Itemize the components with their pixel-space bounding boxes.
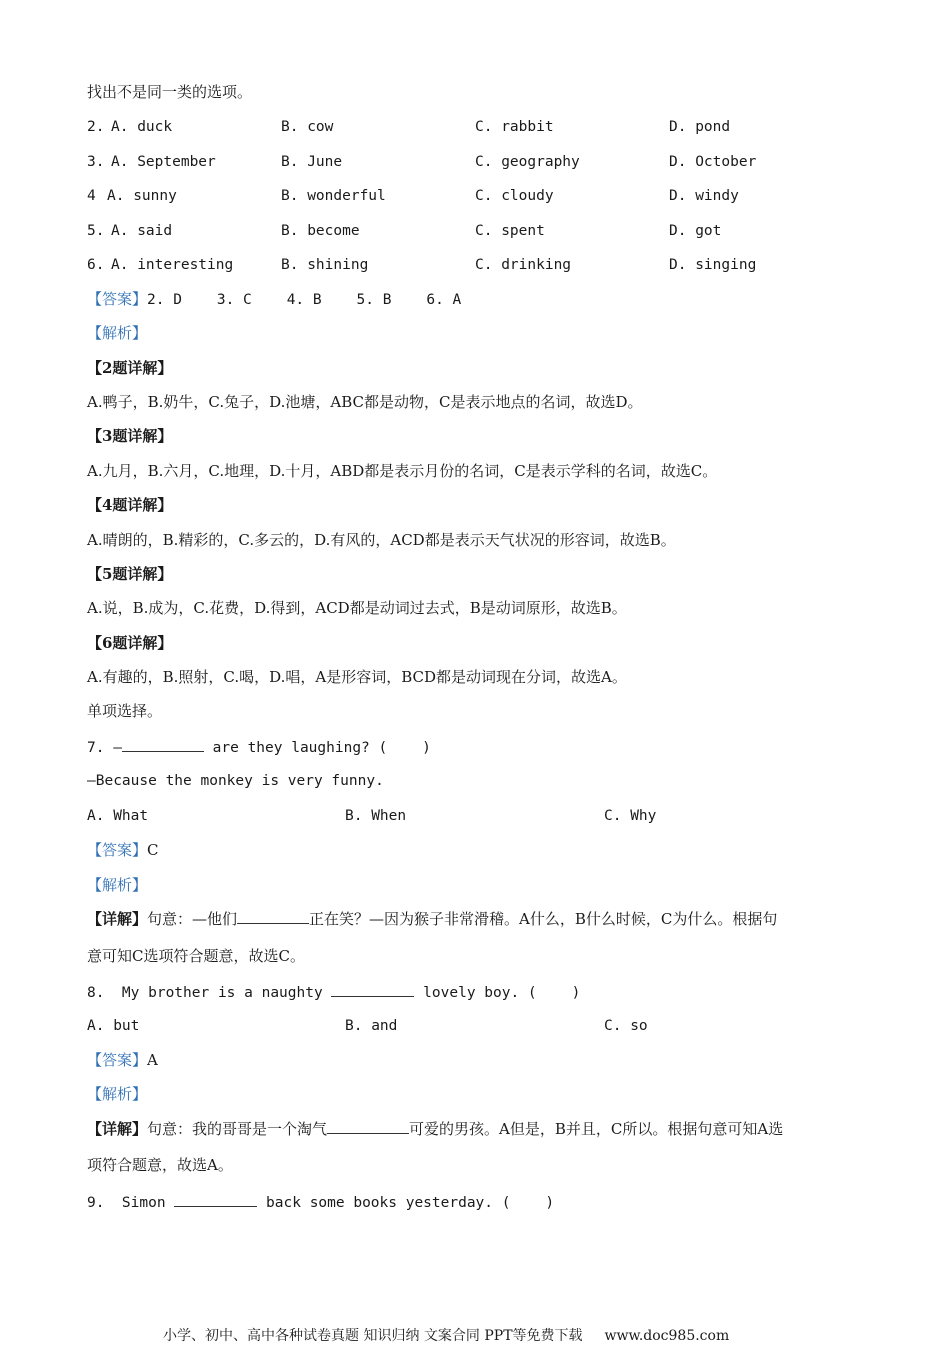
instruction-single-choice: 单项选择。 [87,702,163,720]
q8-answer-value: A [147,1051,158,1069]
q6-option-d: D. singing [669,257,757,273]
q8-detail-post: 可爱的男孩。A但是，B并且，C所以。根据句意可知A选 [409,1120,784,1138]
q3-option-d: D. October [669,154,757,170]
detail-6-heading: 【6题详解】 [87,634,173,652]
q5-option-b: B. become [281,223,360,239]
q7-detail-blank [237,909,309,924]
q9-prefix: 9. Simon [87,1195,175,1211]
q9-blank [174,1192,257,1207]
q2-option-a: A. duck [111,119,173,135]
q6-option-c: C. drinking [475,257,572,273]
q8-analysis-tag: 【解析】 [87,1085,148,1103]
q4-option-b: B. wonderful [281,188,386,204]
detail-5-heading: 【5题详解】 [87,565,173,583]
q5-option-d: D. got [669,223,722,239]
answer-tag: 【答案】 [87,841,148,859]
footer-text: 小学、初中、高中各种试卷真题 知识归纳 文案合同 PPT等免费下载 [163,1328,583,1344]
q7-suffix: are they laughing? ( ) [203,740,431,756]
q9-suffix: back some books yesterday. ( ) [257,1195,555,1211]
q8-suffix: lovely boy. ( ) [414,985,581,1001]
q2-number: 2. [87,119,105,135]
q7-reply: —Because the monkey is very funny. [87,773,384,789]
q6-option-b: B. shining [281,257,369,273]
q5-number: 5. [87,223,105,239]
q8-blank [331,982,414,997]
q4-option-d: D. windy [669,188,739,204]
answer-tag: 【答案】 [87,1051,148,1069]
q3-option-c: C. geography [475,154,580,170]
q8-option-c: C. so [604,1018,648,1034]
page-footer [163,1325,729,1345]
detail-3-text: A.九月，B.六月，C.地理，D.十月，ABD都是表示月份的名词，C是表示学科的名词，故选C。 [87,462,718,480]
q3-option-a: A. September [111,154,216,170]
q8-prefix: 8. My brother is a naughty [87,985,332,1001]
q7-option-a: A. What [87,808,149,824]
q4-option-a: A. sunny [107,188,177,204]
detail-4-text: A.晴朗的，B.精彩的，C.多云的，D.有风的，ACD都是表示天气状况的形容词，故选B。 [87,531,676,549]
q6-number: 6. [87,257,105,273]
q4-number: 4 [87,188,96,204]
detail-3-heading: 【3题详解】 [87,427,173,445]
q5-option-a: A. said [111,223,173,239]
q7-detail [87,909,777,929]
detail-tag: 【详解】 [87,910,148,928]
q3-number: 3. [87,154,105,170]
q2-option-b: B. cow [281,119,334,135]
q7-detail-post: 正在笑？—因为猴子非常滑稽。A什么，B什么时候，C为什么。根据句 [309,910,778,928]
detail-6-text: A.有趣的，B.照射，C.喝，D.唱，A是形容词，BCD都是动词现在分词，故选A。 [87,668,627,686]
q7-detail-pre: 句意：—他们 [147,910,238,928]
q6-option-a: A. interesting [111,257,234,273]
q2-option-d: D. pond [669,119,731,135]
detail-5-text: A.说，B.成为，C.花费，D.得到，ACD都是动词过去式，B是动词原形，故选B。 [87,599,627,617]
q4-option-c: C. cloudy [475,188,554,204]
q8-detail-blank [327,1119,409,1134]
q7-answer-value: C [147,841,159,859]
q8-stem [87,982,580,1003]
answer-2-6 [87,289,461,310]
q8-answer [87,1050,158,1070]
q3-option-b: B. June [281,154,343,170]
q7-option-c: C. Why [604,808,657,824]
instruction-odd-one-out: 找出不是同一类的选项。 [87,83,253,101]
detail-4-heading: 【4题详解】 [87,496,173,514]
q7-option-b: B. When [345,808,407,824]
analysis-tag: 【解析】 [87,324,148,342]
q8-detail [87,1119,783,1139]
q7-answer [87,840,159,860]
q8-detail-line2: 项符合题意，故选A。 [87,1156,233,1174]
q7-detail-line2: 意可知C选项符合题意，故选C。 [87,947,305,965]
q8-detail-pre: 句意：我的哥哥是一个淘气 [147,1120,328,1138]
q7-blank [122,737,204,752]
footer-site[interactable]: www.doc985.com [604,1328,730,1344]
answer-values: 2. D 3. C 4. B 5. B 6. A [147,292,462,308]
detail-tag: 【详解】 [87,1120,148,1138]
detail-2-text: A.鸭子，B.奶牛，C.兔子，D.池塘，ABC都是动物，C是表示地点的名词，故选D。 [87,393,643,411]
q5-option-c: C. spent [475,223,545,239]
q7-prefix: 7. — [87,740,122,756]
q8-option-a: A. but [87,1018,140,1034]
answer-tag: 【答案】 [87,290,148,308]
q7-stem [87,737,431,758]
q7-analysis-tag: 【解析】 [87,876,148,894]
q9-stem [87,1192,554,1213]
q2-option-c: C. rabbit [475,119,554,135]
detail-2-heading: 【2题详解】 [87,359,173,377]
q8-option-b: B. and [345,1018,398,1034]
